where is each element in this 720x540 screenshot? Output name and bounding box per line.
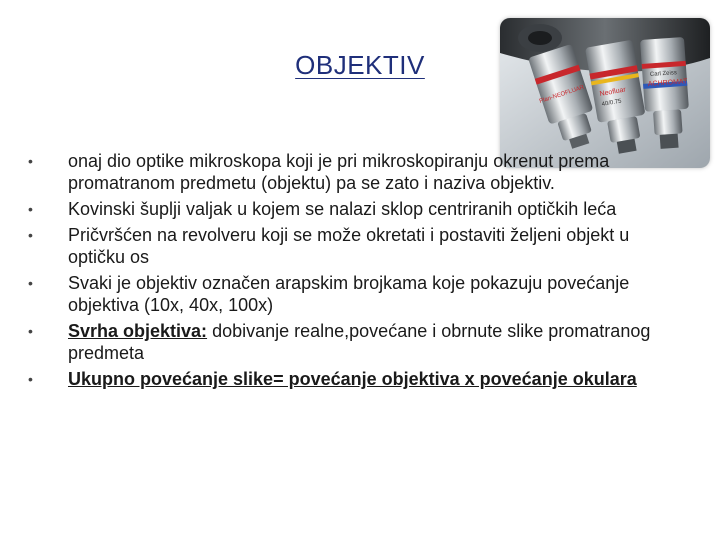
bullet-item [28, 224, 678, 268]
bullet-item [28, 320, 678, 364]
bullet-list [28, 150, 678, 394]
bullet-text: onaj dio optike mikroskopa koji je pri mikroskopiranju okrenut prema promatranom predmetu (objektu) pa se zato i naziva objektiv. [68, 151, 610, 193]
bullet-dot: • [28, 153, 33, 169]
bullet-text: dobivanje realne,povećane i obrnute slike promatranog predmeta [68, 321, 651, 363]
bullet-dot: • [28, 323, 33, 339]
photo-label-5: Carl Zeiss [649, 70, 678, 78]
bullet-item [28, 198, 678, 220]
photo-label-1: Neofluar [599, 86, 627, 98]
bullet-text: Svaki je objektiv označen arapskim brojkama koje pokazuju povećanje objektiva (10x, 40x, 100x) [68, 273, 630, 315]
bullet-dot: • [28, 371, 33, 387]
bullet-item [28, 368, 678, 390]
photo-label-3: Plan-NEOFLUAR [538, 84, 586, 105]
microscope-objectives-photo [500, 18, 710, 168]
bullet-item [28, 272, 678, 316]
bullet-dot: • [28, 201, 33, 217]
bullet-text: Pričvršćen na revolveru koji se može okretati i postaviti željeni objekt u optičku os [68, 225, 630, 267]
bullet-dot: • [28, 275, 33, 291]
photo-label-2: ACHROMAT [647, 78, 688, 88]
bullet-item [28, 150, 678, 194]
bullet-emphasis: Ukupno povećanje slike= povećanje objektiva x povećanje okulara [68, 369, 637, 389]
slide-title: OBJEKTIV [295, 50, 425, 80]
photo-label-4: 40/0.75 [601, 98, 623, 108]
bullet-dot: • [28, 227, 33, 243]
bullet-text: Kovinski šuplji valjak u kojem se nalazi sklop centriranih optičkih leća [68, 199, 617, 219]
bullet-emphasis: Svrha objektiva: [68, 321, 208, 341]
